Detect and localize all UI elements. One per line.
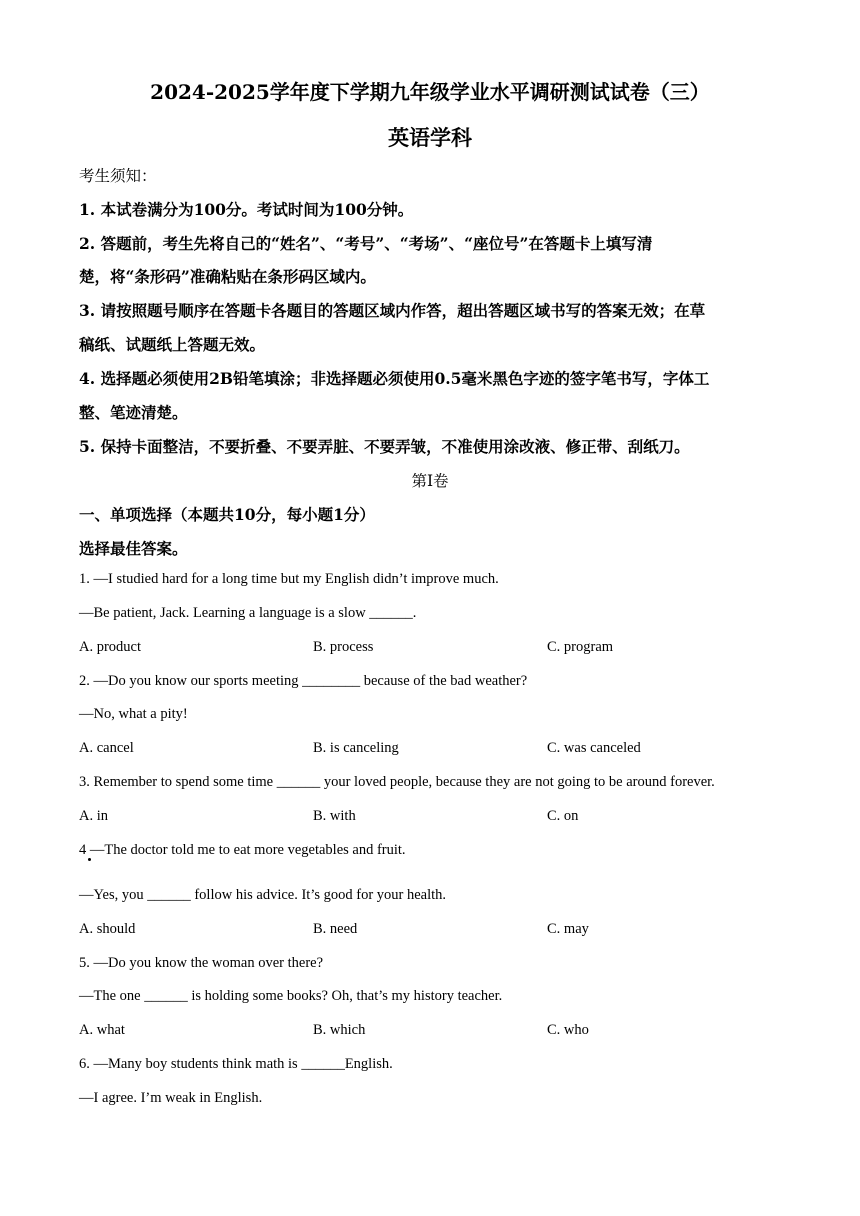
notice-item: 楚，将“条形码”准确粘贴在条形码区域内。	[79, 267, 376, 286]
notice-item: 整、笔迹清楚。	[79, 403, 188, 422]
stray-dot-mark	[88, 858, 91, 861]
notice-item: 1. 本试卷满分为100分。考试时间为100分钟。	[79, 200, 414, 219]
option-a: A. what	[79, 1022, 125, 1038]
option-b: B. with	[313, 808, 356, 824]
question-stem: —I agree. I’m weak in English.	[79, 1090, 263, 1106]
notice-item: 3. 请按照题号顺序在答题卡各题目的答题区域内作答，超出答题区域书写的答案无效；在草	[79, 301, 706, 320]
option-a: A. product	[79, 639, 142, 655]
section-title: 一、单项选择（本题共10分，每小题1分）	[79, 505, 375, 524]
notice-item: 稿纸、试题纸上答题无效。	[79, 335, 266, 354]
question-stem: 4 —The doctor told me to eat more vegetables and fruit.	[79, 842, 406, 858]
option-b: B. need	[313, 921, 358, 937]
notice-heading: 考生须知：	[79, 167, 157, 185]
notice-item: 5. 保持卡面整洁，不要折叠、不要弄脏、不要弄皱，不准使用涂改液、修正带、刮纸刀。	[79, 437, 690, 456]
question-stem: 5. —Do you know the woman over there?	[79, 955, 324, 971]
section-instruction: 选择最佳答案。	[79, 539, 188, 558]
option-c: C. who	[547, 1022, 589, 1038]
option-c: C. was canceled	[547, 740, 641, 756]
volume-heading: 第Ⅰ卷	[411, 472, 449, 490]
question-stem: 6. —Many boy students think math is ______English.	[79, 1056, 393, 1072]
option-a: A. should	[79, 921, 136, 937]
question-stem: 1. —I studied hard for a long time but my English didn’t improve much.	[79, 571, 499, 587]
subject-title: 英语学科	[388, 125, 472, 150]
option-c: C. program	[547, 639, 614, 655]
question-stem: —Be patient, Jack. Learning a language is a slow ______.	[79, 605, 417, 621]
option-c: C. may	[547, 921, 589, 937]
exam-title: 2024-2025学年度下学期九年级学业水平调研测试试卷（三）	[150, 80, 710, 104]
question-stem: 3. Remember to spend some time ______ your loved people, because they are not going to be around forever.	[79, 774, 715, 790]
option-a: A. in	[79, 808, 108, 824]
option-a: A. cancel	[79, 740, 134, 756]
notice-item: 2. 答题前，考生先将自己的“姓名”、“考号”、“考场”、“座位号”在答题卡上填写清	[79, 234, 653, 253]
notice-item: 4. 选择题必须使用2B铅笔填涂；非选择题必须使用0.5毫米黑色字迹的签字笔书写，字体工	[79, 369, 710, 388]
question-stem: 2. —Do you know our sports meeting ________ because of the bad weather?	[79, 673, 528, 689]
option-b: B. which	[313, 1022, 366, 1038]
question-stem: —The one ______ is holding some books? Oh, that’s my history teacher.	[79, 988, 503, 1004]
question-stem: —No, what a pity!	[79, 706, 188, 722]
option-b: B. is canceling	[313, 740, 399, 756]
question-stem: —Yes, you ______ follow his advice. It’s good for your health.	[79, 887, 447, 903]
option-c: C. on	[547, 808, 579, 824]
option-b: B. process	[313, 639, 374, 655]
